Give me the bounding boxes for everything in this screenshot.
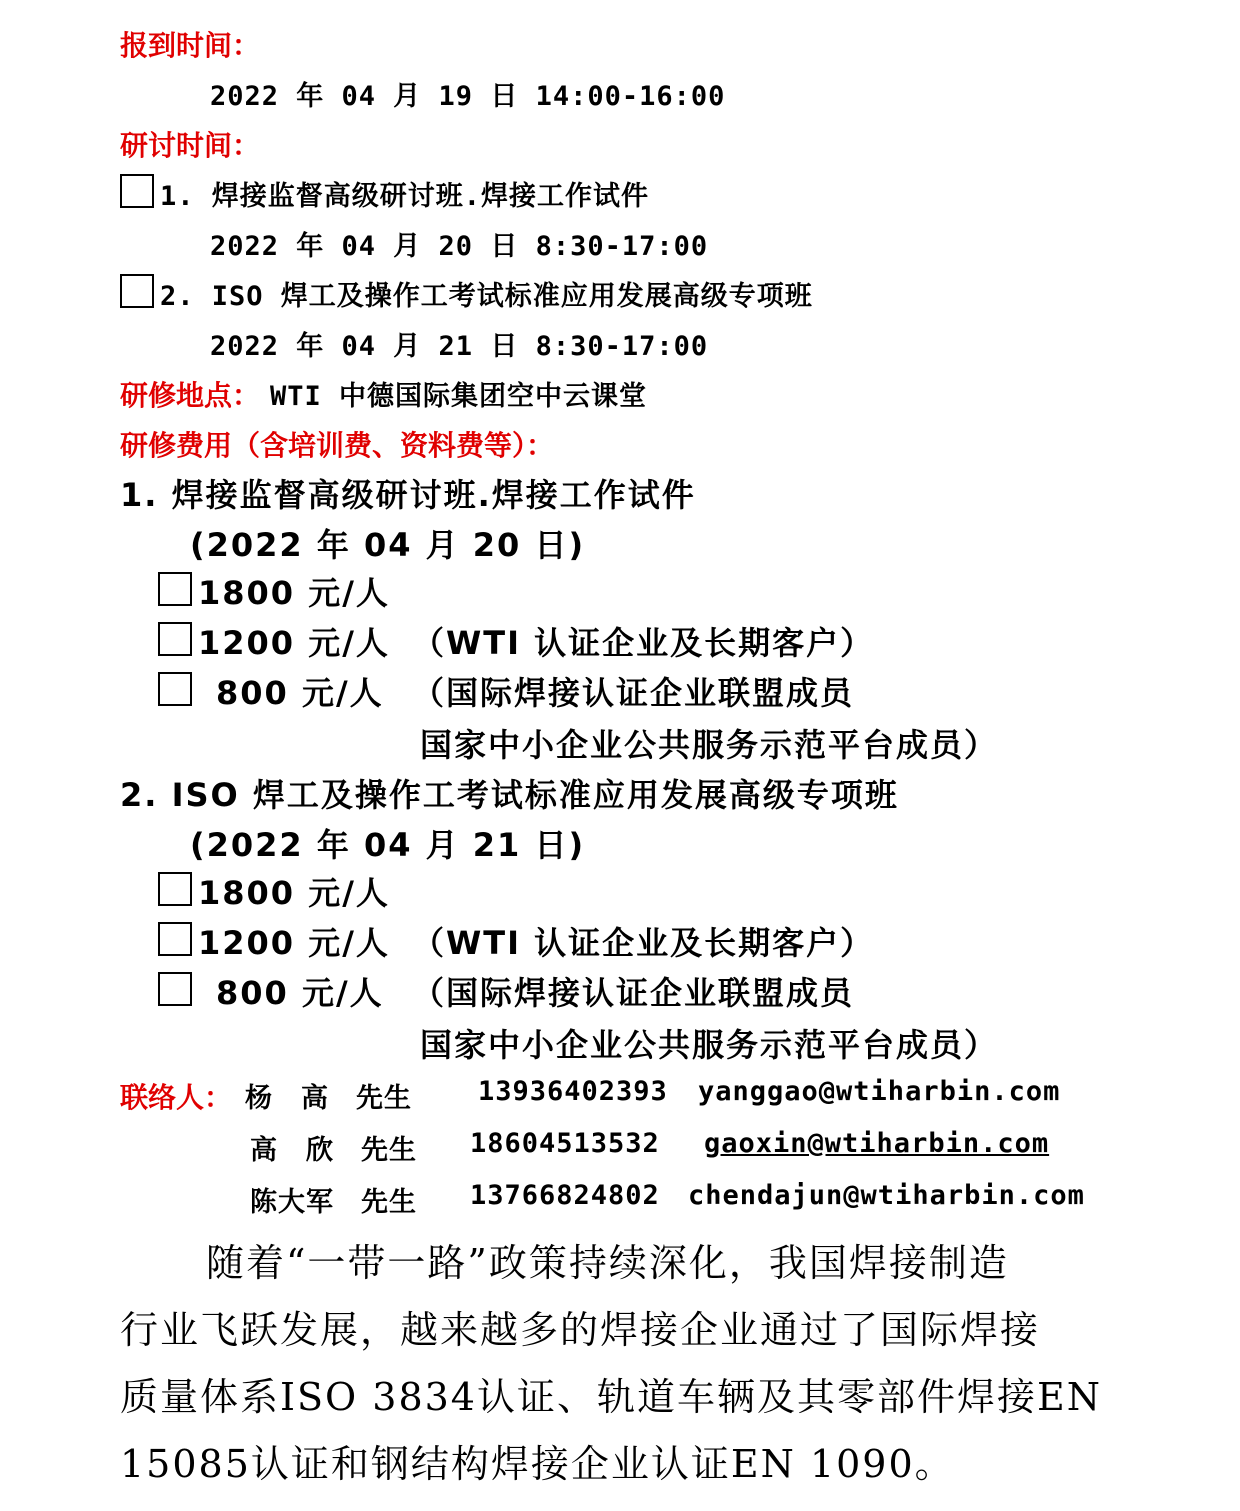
registration-label: 报到时间： (120, 29, 261, 62)
fee-course-1-date: (2022 年 04 月 20 日) (190, 526, 586, 564)
seminar-2-title: 2. ISO 焊工及操作工考试标准应用发展高级专项班 (160, 281, 813, 312)
fee-course-1-option-1-price: 1800 元/人 (198, 574, 390, 612)
paragraph-line-4: 15085认证和钢结构焊接企业认证EN 1090。 (120, 1442, 955, 1486)
fee-course-2-title: 2. ISO 焊工及操作工考试标准应用发展高级专项班 (120, 776, 899, 814)
contact-2-phone: 18604513532 (470, 1128, 660, 1159)
fee-course-1-option-3-note2: 国家中小企业公共服务示范平台成员） (420, 726, 999, 764)
paragraph-line-1: 随着“一带一路”政策持续深化，我国焊接制造 (206, 1241, 1009, 1285)
fee-course-2-option-1-checkbox[interactable] (158, 872, 192, 906)
fee-course-2-option-2-price: 1200 元/人 (198, 924, 390, 962)
fee-course-1-option-3-price: 800 元/人 (216, 674, 384, 712)
fee-course-2-option-2-note: （WTI 认证企业及长期客户） (412, 924, 875, 962)
registration-time: 2022 年 04 月 19 日 14:00-16:00 (210, 81, 726, 112)
fee-course-1-option-2-price: 1200 元/人 (198, 624, 390, 662)
contact-2-name: 高 欣 (250, 1135, 334, 1166)
fee-course-1-option-3-note: （国际焊接认证企业联盟成员 (412, 674, 855, 712)
fee-course-2-option-3-note: （国际焊接认证企业联盟成员 (412, 974, 855, 1012)
paragraph-line-2: 行业飞跃发展，越来越多的焊接企业通过了国际焊接 (120, 1308, 1041, 1352)
location-value: WTI 中德国际集团空中云课堂 (270, 381, 648, 412)
contact-1-email[interactable]: yanggao@wtiharbin.com (698, 1076, 1061, 1107)
contact-1-phone: 13936402393 (478, 1076, 668, 1107)
seminar-1-time: 2022 年 04 月 20 日 8:30-17:00 (210, 231, 709, 262)
contact-3-email[interactable]: chendajun@wtiharbin.com (688, 1180, 1085, 1211)
contact-3-name: 陈大军 (250, 1187, 334, 1218)
paragraph-line-3: 质量体系ISO 3834认证、轨道车辆及其零部件焊接EN (120, 1375, 1102, 1419)
seminar-2-time: 2022 年 04 月 21 日 8:30-17:00 (210, 331, 709, 362)
seminar-1-title: 1. 焊接监督高级研讨班.焊接工作试件 (160, 181, 650, 212)
fee-course-1-option-1-checkbox[interactable] (158, 572, 192, 606)
fee-course-2-option-3-checkbox[interactable] (158, 972, 192, 1006)
contact-3-phone: 13766824802 (470, 1180, 660, 1211)
location-label: 研修地点： (120, 379, 261, 412)
fees-label: 研修费用（含培训费、资料费等）： (120, 429, 555, 462)
seminar-label: 研讨时间： (120, 129, 261, 162)
fee-course-2-option-1-price: 1800 元/人 (198, 874, 390, 912)
contact-1-title: 先生 (356, 1083, 412, 1114)
contacts-label: 联络人： (120, 1081, 233, 1114)
contact-3-title: 先生 (361, 1187, 417, 1218)
fee-course-1-option-2-note: （WTI 认证企业及长期客户） (412, 624, 875, 662)
fee-course-1-option-2-checkbox[interactable] (158, 622, 192, 656)
fee-course-1-option-3-checkbox[interactable] (158, 672, 192, 706)
seminar-2-checkbox[interactable] (120, 274, 154, 308)
fee-course-2-option-3-price: 800 元/人 (216, 974, 384, 1012)
seminar-1-checkbox[interactable] (120, 174, 154, 208)
fee-course-2-option-3-note2: 国家中小企业公共服务示范平台成员） (420, 1026, 999, 1064)
contact-2-title: 先生 (361, 1135, 417, 1166)
contact-1-name: 杨 高 (245, 1083, 329, 1114)
fee-course-1-title: 1. 焊接监督高级研讨班.焊接工作试件 (120, 476, 696, 514)
fee-course-2-date: (2022 年 04 月 21 日) (190, 826, 586, 864)
fee-course-2-option-2-checkbox[interactable] (158, 922, 192, 956)
contact-2-email-link[interactable]: gaoxin@wtiharbin.com (704, 1128, 1050, 1159)
